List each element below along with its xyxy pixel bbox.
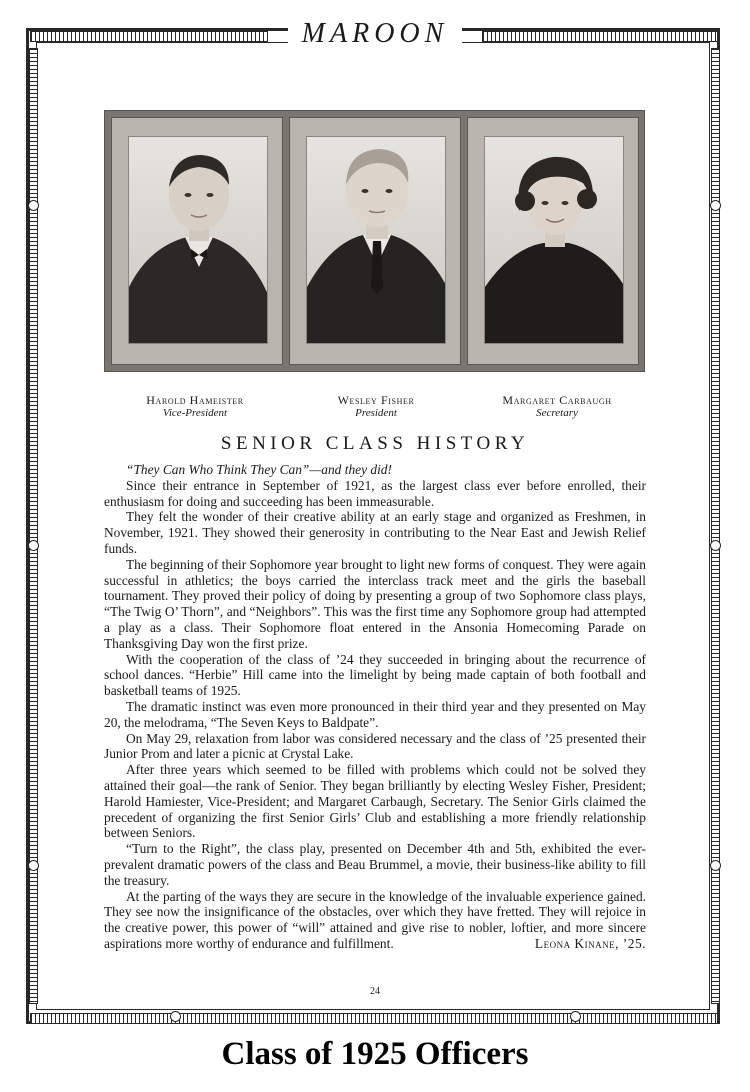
article-paragraph: “Turn to the Right”, the class play, presented on December 4th and 5th, exhibited the ever-prevalent dramatic powers of the class and Beau Brummel, a movie, their business-like ability to fill the treasury. [104,841,646,888]
portrait-graphic [307,137,446,344]
page-title-text: MAROON [288,18,463,49]
officer-caption [276,394,476,420]
border-ornament [570,1011,581,1022]
article-paragraph: With the cooperation of the class of ’24 they succeeded in bringing about the recurrence of school dances. “Herbie” Hill came into the limelight by being made captain of both football and basketball teams of 1925. [104,651,646,699]
author-signature: Leona Kinane, ’25. [534,935,646,951]
border-ornament [710,860,721,871]
border-ornament [710,200,721,211]
image-caption: Class of 1925 Officers [221,1036,529,1072]
page-number: 24 [370,986,380,997]
officer-caption [457,394,657,420]
photo-panel [467,117,639,365]
portrait-graphic [485,137,624,344]
article-paragraph: After three years which seemed to be filled with problems which could not be solved they attained their goal—the rank of Senior. They began brilliantly by electing Wesley Fisher, President; Harold Hamiester, Vice-President; and Margaret Carbaugh, Secretary. The Senior Girls claimed the precedent of organizing the first Senior Girls’ Club and establishing a more friendly relationship between Seniors. [104,762,646,841]
officer-role: Vice-President [162,407,228,419]
article-paragraph: On May 29, relaxation from labor was considered necessary and the class of ’25 presented their Junior Prom and later a picnic at Crystal Lake. [104,730,646,762]
photo-panel [289,117,461,365]
article-paragraph-final [104,889,646,952]
article-paragraph: The dramatic instinct was even more pronounced in their third year and they presented on May 20, the melodrama, “The Seven Keys to Baldpate”. [104,698,646,730]
border-ornament [170,1011,181,1022]
class-history-article [104,462,646,952]
officer-photo-president [306,136,446,344]
article-paragraph: They felt the wonder of their creative ability at an early stage and organized as Freshmen, in November, 1921. They showed their generosity in contributing to the Near East and Jewish Relief funds. [104,509,646,556]
section-heading: SENIOR CLASS HISTORY [220,433,530,454]
officer-name: Margaret Carbaugh [502,393,612,407]
article-motto: “They Can Who Think They Can”—and they did! [126,462,392,477]
officer-role: Secretary [536,407,578,419]
officer-role: President [355,407,397,419]
article-paragraph: At the parting of the ways they are secure in the knowledge of the invaluable experience gained. They see now the insignificance of the obstacles, over which they have fretted. They will rejoice in the creative power, this power of “will” attained and give rise to nobler, loftier, and more sincere aspirations more worthy of endurance and fulfillment. [104,888,646,951]
page-title [0,14,750,54]
officer-name: Harold Hameister [146,393,244,407]
border-ornament [28,540,39,551]
photo-panel [111,117,283,365]
article-paragraph: The beginning of their Sophomore year brought to light new forms of conquest. They were again successful in athletics; the boys carried the interclass track meet and the girls the baseball tournament. They proved their policy of doing by presenting a group of two Sophomore class plays, “The Twig O’ Thorn”, and “Neighbors”. This was the first time any Sophomore group had attempted a play as a class. Their Sophomore float entered in the Ansonia Homecoming Parade on Thanksgiving Day won the first prize. [104,556,646,651]
border-ruler-bottom [30,1013,718,1024]
officer-caption [95,394,295,420]
article-paragraph: Since their entrance in September of 1921, as the largest class ever before enrolled, their enthusiasm for doing and succeeding has been immeasurable. [104,477,646,509]
border-ornament [28,860,39,871]
officer-photo-secretary [484,136,624,344]
officer-photo-vice-president [128,136,268,344]
border-ornament [710,540,721,551]
border-ornament [28,200,39,211]
officer-photo-strip [104,110,645,372]
portrait-graphic [129,137,268,344]
officer-name: Wesley Fisher [337,393,415,407]
